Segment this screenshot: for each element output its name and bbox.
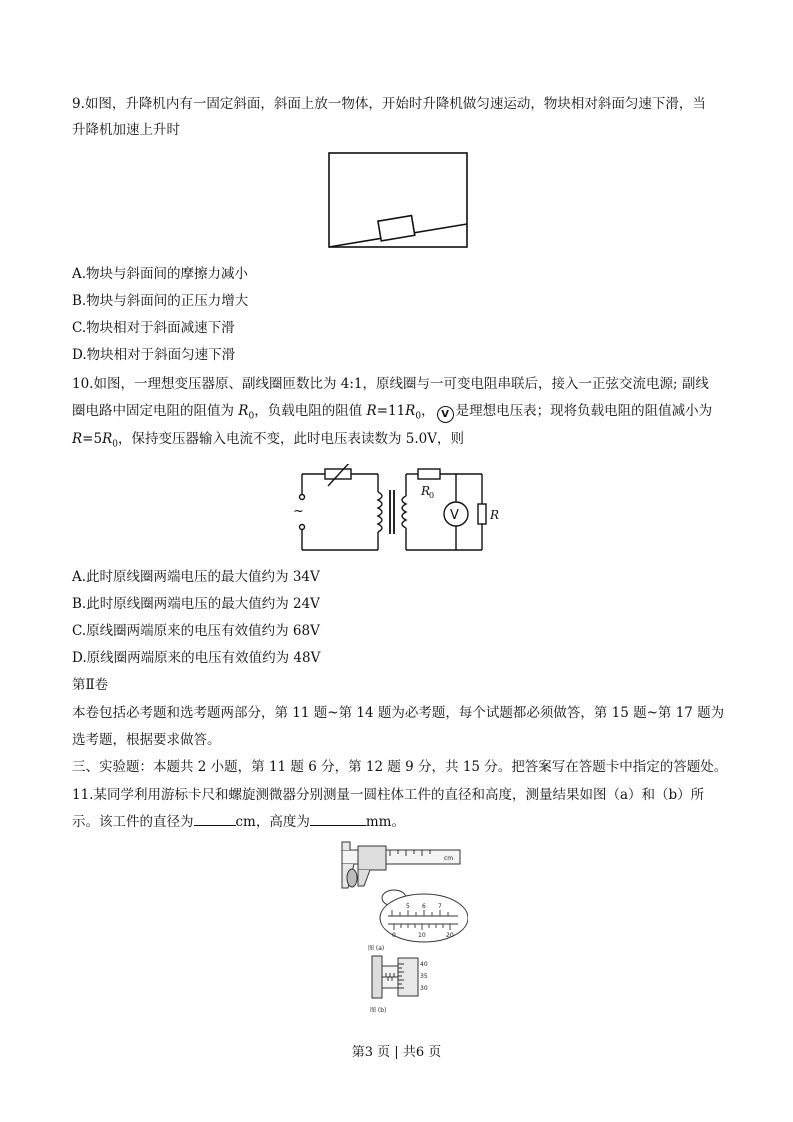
fig-b-label: 图 (b) (370, 1007, 387, 1014)
r0-sub-label: 0 (429, 491, 435, 500)
section-desc-line1: 本卷包括必考题和选考题两部分，第 11 题~第 14 题为必考题，每个试题都必须做答，第 15 题~第 17 题为 (72, 705, 725, 721)
caliper-main-tick-7: 7 (438, 903, 442, 910)
voltmeter-label: V (450, 508, 459, 523)
vernier-tick-10: 10 (418, 932, 426, 939)
q9-option-c: C.物块相对于斜面减速下滑 (72, 320, 235, 336)
r0-label: R (421, 484, 431, 498)
vernier-tick-20: 20 (446, 932, 454, 939)
q9-option-a: A.物块与斜面间的摩擦力减小 (72, 266, 249, 282)
diameter-answer-blank[interactable] (194, 811, 236, 826)
q11-micrometer-figure-b (368, 952, 438, 1020)
micrometer-tick-35: 35 (420, 973, 428, 980)
caliper-main-tick-5: 5 (406, 903, 410, 910)
q9-elevator-figure (328, 152, 470, 254)
voltmeter-symbol: V (437, 406, 454, 423)
page-footer: 第3 页 | 共6 页 (351, 1045, 442, 1060)
micrometer-tick-40: 40 (420, 961, 428, 968)
q10-circuit-figure (290, 464, 500, 564)
q11-stem-line2: 示。该工件的直径为 cm，高度为 mm。 (72, 811, 724, 833)
q10-stem-line1: 10.如图，一理想变压器原、副线圈匝数比为 4:1，原线圈与一可变电阻串联后，接入一正弦交流电源; 副线 (72, 376, 709, 392)
vernier-tick-0: 0 (392, 932, 396, 939)
q10-option-c: C.原线圈两端原来的电压有效值约为 68V (72, 623, 320, 639)
q9-stem-line1: 9.如图，升降机内有一固定斜面，斜面上放一物体，开始时升降机做匀速运动，物块相对斜面匀速下滑，当 (72, 96, 706, 112)
caliper-unit-label: cm (444, 855, 454, 862)
ac-source-label: ~ (293, 504, 304, 519)
q9-stem-line2: 升降机加速上升时 (72, 122, 180, 138)
caliper-main-tick-6: 6 (422, 903, 426, 910)
elevator-incline-diagram (328, 152, 470, 250)
r-label: R (490, 508, 500, 522)
height-answer-blank[interactable] (310, 811, 366, 826)
q10-option-d: D.原线圈两端原来的电压有效值约为 48V (72, 650, 321, 666)
q11-stem-line1: 11.某同学利用游标卡尺和螺旋测微器分别测量一圆柱体工件的直径和高度，测量结果如图（a）和（b）所 (72, 787, 705, 803)
vernier-caliper-diagram (328, 840, 468, 952)
transformer-circuit-diagram (290, 464, 500, 560)
section-title: 第Ⅱ卷 (72, 677, 109, 693)
micrometer-tick-30: 30 (420, 985, 428, 992)
q10-stem-line3: $R=5R_0$，保持变压器输入电流不变，此时电压表读数为 5.0V，则 (72, 431, 464, 450)
load-resistor-r (478, 504, 486, 524)
q11-caliper-figure-a (328, 840, 468, 956)
q10-option-b: B.此时原线圈两端电压的最大值约为 24V (72, 596, 320, 612)
micrometer-diagram (368, 952, 438, 1016)
fig-a-label: 图 (a) (368, 945, 385, 952)
q10-stem-line2: 圈电路中固定电阻的阻值为 $R_0$，负载电阻的阻值 $R=11R_0$， V 是理想电压表；现将负载电阻的阻值减小为 (72, 403, 713, 422)
section-desc-line2: 选考题，根据要求做答。 (72, 732, 221, 748)
q10-option-a: A.此时原线圈两端电压的最大值约为 34V (72, 569, 320, 585)
q9-option-d: D.物块相对于斜面匀速下滑 (72, 347, 236, 363)
q9-option-b: B.物块与斜面间的正压力增大 (72, 293, 249, 309)
fixed-resistor-r0 (418, 469, 440, 479)
part3-heading: 三、实验题：本题共 2 小题，第 11 题 6 分，第 12 题 9 分，共 15 分。把答案写在答题卡中指定的答题处。 (72, 759, 728, 775)
block-on-incline (378, 216, 415, 241)
